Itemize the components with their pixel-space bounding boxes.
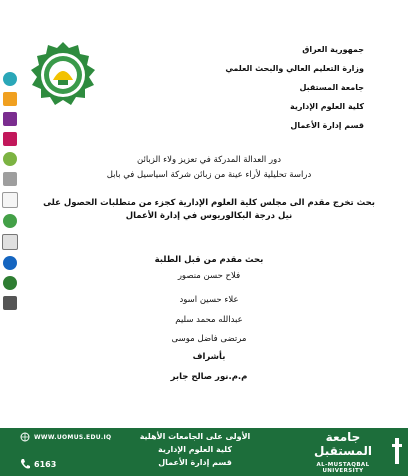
footer-banner — [0, 428, 408, 476]
university-logo-icon — [28, 40, 98, 110]
ministry-header — [225, 40, 364, 135]
footer-slogan-line: قسم إدارة الأعمال — [158, 458, 232, 467]
university-emblem-icon — [390, 436, 404, 466]
footer-slogan — [120, 430, 270, 469]
ranking-badge-icon — [2, 192, 18, 208]
globe-icon — [20, 432, 30, 442]
footer-slogan-line: كلية العلوم الإدارية — [157, 445, 233, 454]
ranking-badge-icon — [3, 112, 17, 126]
research-purpose-line: بحث تخرج مقدم الى مجلس كلية العلوم الإدارية كجزء من متطلبات الحصول على — [43, 198, 375, 208]
ranking-badge-icon — [3, 152, 17, 166]
ranking-badge-icon — [2, 234, 18, 250]
phone-number: 6163 — [34, 460, 57, 469]
student-name: عبدالله محمد سليم — [175, 315, 243, 325]
university-brand-english: AL-MUSTAQBAL UNIVERSITY — [316, 462, 370, 474]
student-name: مرتضى فاضل موسى — [171, 334, 247, 344]
ministry-line: جامعة المستقبل — [299, 83, 364, 92]
ranking-badge-icon — [3, 132, 17, 146]
ministry-line: كلية العلوم الإدارية — [289, 102, 364, 111]
research-purpose-line: نيل درجة البكالوريوس في إدارة الأعمال — [125, 211, 293, 221]
university-brand-arabic: جامعة المستقبل — [313, 430, 373, 458]
footer-slogan-line: الأولى على الجامعات الأهلية — [139, 432, 251, 441]
website-text: WWW.UOMUS.EDU.IQ — [34, 434, 112, 441]
research-purpose — [22, 197, 396, 223]
ministry-line: قسم إدارة الأعمال — [290, 121, 364, 130]
research-subtitle: دراسة تحليلية لأراء عينة من زبائن شركة اسياسيل في بابل — [106, 170, 312, 180]
supervisor-name: م.م.نور صالح جابر — [170, 372, 248, 382]
ranking-badge-icon — [3, 256, 17, 270]
phone-icon — [20, 458, 30, 470]
supervisor-label: بأشراف — [192, 352, 226, 362]
ranking-badge-icon — [3, 276, 17, 290]
students-heading: بحث مقدم من قبل الطلبة — [154, 255, 264, 265]
ranking-badge-icon — [3, 296, 17, 310]
ranking-badge-icon — [3, 214, 17, 228]
ranking-badge-icon — [3, 72, 17, 86]
ministry-line: جمهورية العراق — [302, 45, 364, 54]
ranking-badge-icon — [3, 92, 17, 106]
ministry-line: وزارة التعليم العالي والبحث العلمي — [225, 64, 364, 73]
ranking-badges-strip — [0, 68, 20, 432]
ranking-badge-icon — [3, 172, 17, 186]
student-name: علاء حسين اسود — [179, 295, 239, 305]
student-name: فلاح حسن منصور — [177, 271, 241, 281]
research-title: دور العدالة المدركة في تعزيز ولاء الزبائن — [136, 155, 281, 165]
